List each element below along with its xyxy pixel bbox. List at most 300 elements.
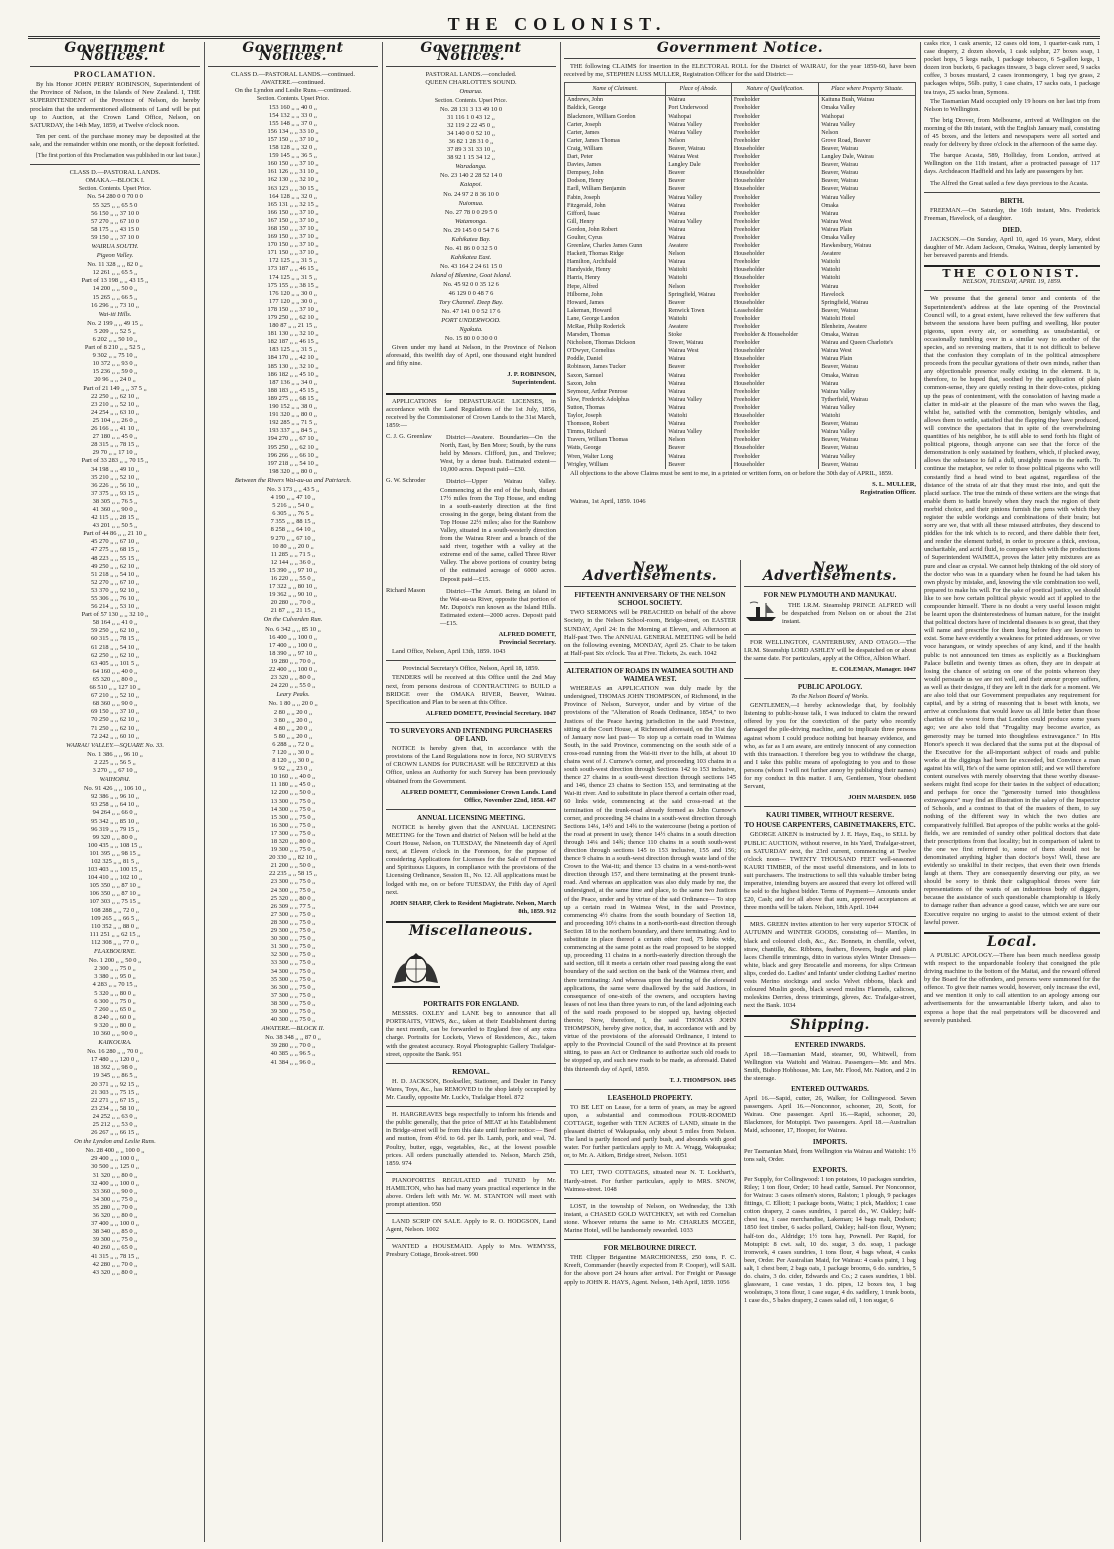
place-label: Between the Rivers Wai-au-ua and Patriarch.: [234, 476, 352, 484]
died-header: DIED.: [1002, 225, 1022, 234]
table-cell: Poddle, Daniel: [565, 355, 666, 363]
land-row: 10 372 ,, ,, 93 0 ,,: [92, 360, 138, 368]
survey-text: NOTICE is hereby given that, in accordance with the provisions of the Land Regulations now in force, NO SURVEYS of CROWN LANDS for PURCHASE will be RECEIVED at this Office, unless an Authority for such Survey has been previously obtained from the Government.: [386, 745, 556, 785]
land-row: 110 352 ,, ,, 88 0 ,,: [91, 922, 139, 930]
table-row: [565, 194, 916, 202]
land-row: 169 150 ,, ,, 37 10 ,,: [267, 233, 319, 241]
steamship-icon: [744, 601, 778, 623]
table-cell: Wairau Valley: [666, 396, 732, 404]
land-row: Part of 44 86 ,, ,, 21 10 ,,: [83, 530, 147, 538]
table-cell: Wairau West: [819, 218, 916, 226]
land-row: 27 300 ,, ,, 75 0 ,,: [270, 910, 316, 918]
land-row: 40 260 ,, ,, 65 0 ,,: [92, 1244, 138, 1252]
table-row: [565, 444, 916, 452]
table-cell: Awatere: [666, 323, 732, 331]
table-cell: Dart, Peter: [565, 153, 666, 161]
place-label: PORT UNDERWOOD.: [441, 316, 501, 324]
table-cell: Householder: [731, 380, 818, 388]
land-row: 24 252 ,, ,, 63 0 ,,: [92, 1112, 138, 1120]
land-row: 181 130 ,, ,, 32 10 ,,: [267, 330, 319, 338]
land-list: [208, 104, 378, 476]
land-row: 36 226 ,, ,, 56 10 ,,: [91, 481, 139, 489]
land-row: 15 390 ,, ,, 97 10 ,,: [269, 566, 317, 574]
land-row: 7 355 ,, ,, 88 15 ,,: [270, 518, 316, 526]
table-cell: Nelson: [666, 436, 732, 444]
land-row: 12 261 ,, ,, 65 5 ,,: [92, 269, 138, 277]
jackson-ad: H. D. JACKSON, Bookseller, Stationer, and Dealer in Fancy Wares, Toys, &c., has REMOVED to the shop lately occupied by Mr. Caudly, opposite Mr. Luck's, Trafalgar Hotel. 872: [386, 1077, 556, 1102]
land-row: 195 250 ,, ,, 62 10 ,,: [267, 443, 319, 451]
land-row: 16 400 ,, ,, 100 0 ,,: [269, 633, 317, 641]
land-row: 40 300 ,, ,, 75 0 ,,: [270, 1016, 316, 1024]
table-cell: Howard, James: [565, 299, 666, 307]
licensing-text: NOTICE is hereby given that the ANNUAL LICENSING MEETING for the Town and district of Nelson will be held at the Court House, Nelson, on TUESDAY, the Nineteenth day of April next, at Eleven o'clock in the Forenoon, for the purpose of considering Applications for Licenses for the Sale of Fermented and Spirituous Liquors, in compliance with the provisions of the Licensing Ordinance, Session II., No. 12. All applications must be lodged with me, on or before TUESDAY, the Fifth day of April next.: [386, 823, 556, 896]
land-row: 23 320 ,, ,, 80 0 ,,: [270, 674, 316, 682]
land-row: 31 300 ,, ,, 75 0 ,,: [270, 943, 316, 951]
land-list: [30, 1048, 200, 1137]
place-label: Nuiomua.: [458, 199, 484, 207]
column-6: [924, 40, 1100, 1540]
place-label: WAIHOPAI.: [99, 776, 131, 784]
table-cell: Freeholder & Householder: [731, 331, 818, 339]
land-row: 23 234 ,, ,, 58 10 ,,: [91, 1104, 139, 1112]
table-cell: Householder: [731, 185, 818, 193]
land-row: No. 1 80 ,, ,, 20 0 ,,: [268, 700, 318, 708]
editorial-text: We presume that the general tenor and contents of the Superintendent's address at the late opening of the Provincial Council will, to a great extent, have relieved the few sufferers that between the sessions have been puffing and swelling, like pouter pigeons, upon every air, or something as unsubstantial, or occasionally tumbling over in a similar way to another of the species, and so reversing matters, that it is not difficult to believe that the confusion they complain of in the political atmosphere proceeds from the peculiar gyrations of their own minds, rather than any objectionable presence really existing in the element. It is, therefore, to be hoped that, soothed by the application of plain common-sense, they are quietly resting in their dove-cotes, picking up the peas of contentment, with the consolation of having made a clatter in mid-air at the pleasure of the man who waves the flag, whilst he, satisfied with the commotion, benignly whistles, and allows them to settle, satisfied that the flapping they have produced, will convince the spectators that in spite of the overwhelming quantities of his neighbor, he is still able to send forth his flight of political pigeons, though anyone can see that the force of the demonstration is only sustained by feathers, which, if plucked away, allows the substance to fall a dull, unsightly mass to the earth. To continue the metaphor, we refer to those political pigeons who will constantly find a head wind to beat against, regardless of the distance of the strata of air that they must rise into, and quit the placid surface. The true the minds of these writers are the wings that enable them to battle bravely when they reach the region of their morbid choice, and their pinions furnish the pens with which they register the subtle workings and combinations of their brain; but sorry are we, that with all these misused attributes, they descend to piddles for the ink which is to record, and there dabble their feet, and render the element turbid, in order to procure a thick, envious, uncharitable, and acrid fluid, to compare which with the productions of Superintendent WAIMEA, proves the latter jetty mixtures are as pure and clear as crystal. We cannot help thinking of the old story of the doctor who was in a quandary when he found he had taken his own physic by mistake, and, knowing the vile combination too well, prepared to make his will. For the sake of poetical justice, we should like to see how certain political physic would act if applied to the compounder himself. There is no doubt a very useful lesson might be learnt upon the disinterestedness of human nature, for the insight that political doctors have of incidental diseases is so great, that they will name and prescribe for them long before they are known to exist. Some have evidently a weakness for printed addresses, or vive voce harangues, or windy speeches of any kind, and if the health public is not announced ten times as explicitly as a Buckingham Palace bulletin and twenty times as often, they are in despair at losing the chance of seizing on one of the points whereon they would persuade us we are not well, and their amour propre suffers, as well as their designs, if they are left in the dark for a moment. We are also told that our Government prepudiates any requirement for capital, and by a string of reasoning that is beset with knots, we arrive at conclusions that would leave us all little better than those chartists of the worst form that London could produce some years ago; we are also told that "Frugality may become avarice, as generosity may be turned into thoughtless extravagance." In His Honor's speech it was declared that the sums put at the disposal of the Executive for the all-important subject of roads and public works at the diggings had been far exceeded, but Convince a man against his will, He's of the same opinion still; and we will therefore content ourselves with merely observing that these worthy disease-seekers might find scope for their tastes in the subject of education; and perhaps for once the "generosity turned into thoughtless extravagance" may find an illustration in the salary of the Inspector of Schools, and a contrast to that of the masters of them, to say nothing of the different way in which the two duties are comparatively fulfilled. But apropos of the public works at the gold-fields, we are reminded of sundry other political doctors that date their prescriptions from that locality; but in comparison of talent to the one we first referred to, some of them should not be denominated anything higher than doctor's boys! Well, these are evidently so unskilful in their recipes, that even their own friends laugh at them. They are consequently deserving our pity, as we should be sorry to think their caligraphical throes were fair representations of the wants of an industrious body of diggers, because the assistance of such questionable championship is likely to damage rather than advance a good cause, which we are sure our Executive require no urging to assist to the utmost extent of their lawful power.: [924, 295, 1100, 926]
table-cell: Householder: [731, 355, 818, 363]
land-list: [30, 320, 200, 741]
place-label: Kahikatea Bay.: [451, 235, 491, 243]
land-row: 159 145 ,, ,, 36 5 ,,: [269, 152, 317, 160]
proclamation-text: By his Honor JOHN PERRY ROBINSON, Superintendent of the Province of Nelson, in the Islands of New Zealand. I, THE SUPERINTENDENT of the Province of Nelson, do hereby proclaim that the undermentioned allotments of Land will be put up to Auction, at the Crown Land Office, Nelson, on SATURDAY, the 14th May, 1859, at Twelve o'clock noon.: [30, 81, 200, 129]
table-cell: Port Underwood: [666, 104, 732, 112]
land-row: 9 92 ,, ,, 23 0 ,,: [273, 765, 313, 773]
table-cell: Wairau: [666, 210, 732, 218]
land-row: 38 300 ,, ,, 75 0 ,,: [270, 999, 316, 1007]
sub-title-2: On the Lyndon and Leslie Runs.—continued.: [235, 87, 351, 95]
place-label: Ngakuta.: [459, 325, 483, 333]
land-row: 36 320 ,, ,, 80 0 ,,: [92, 1212, 138, 1220]
table-cell: McRae, Philip Roderick: [565, 323, 666, 331]
table-cell: Beaver: [666, 363, 732, 371]
hargreaves-ad: H. HARGREAVES begs respectfully to inform his friends and the public generally, that the price of MEAT at his Establishment in Bridge-street will be from this date until further notice:— Beef and mutton, from 4½d. to 6d. per lb. Lamb, pork, and veal, 7d. Poultry, butter, eggs, vegetables, &c., at the lowest possible prices. All orders punctually attended to. Nelson, March 25th, 1859. 974: [386, 1111, 556, 1167]
masthead: [0, 0, 1114, 40]
land-row: 8 120 ,, ,, 30 0 ,,: [272, 757, 314, 765]
table-cell: Blackmore, William Gordon: [565, 113, 666, 121]
land-row: 174 125 ,, ,, 31 5 ,,: [269, 273, 317, 281]
land-row: 6 202 ,, ,, 50 10 ,,: [92, 336, 138, 343]
land-row: 20 280 ,, ,, 70 0 ,,: [270, 599, 316, 607]
applicant-name: Richard Mason: [386, 586, 426, 594]
land-row: 11 180 ,, ,, 45 0 ,,: [270, 781, 316, 789]
table-cell: Waitohi: [819, 274, 916, 282]
landscrip-ad: LAND SCRIP ON SALE. Apply to R. O. HODGSON, Land Agent, Nelson. 1002: [386, 1218, 556, 1234]
table-cell: Beaver, Wairau: [666, 145, 732, 153]
land-row: 196 266 ,, ,, 66 10 ,,: [267, 451, 319, 459]
signature: ALFRED DOMETT, Commissioner Crown Lands. Land Office, November 22nd, 1858. 447: [401, 788, 556, 804]
column-5: [744, 560, 916, 1540]
table-cell: Thomson, Robert: [565, 420, 666, 428]
table-cell: Handyside, Henry: [565, 266, 666, 274]
table-cell: Wairau: [666, 202, 732, 210]
table-cell: Beaver: [666, 461, 732, 469]
table-row: [565, 226, 916, 234]
land-row: 8 240 ,, ,, 60 0 ,,: [94, 1013, 136, 1021]
land-row: 93 258 ,, ,, 64 10 ,,: [91, 801, 139, 809]
land-row: No. 38 348 ,, ,, 87 0 ,,: [265, 1034, 321, 1042]
table-cell: Hamilton, Archibald: [565, 258, 666, 266]
land-row: 24 220 ,, ,, 55 0 ,,: [270, 682, 316, 690]
signature: T. J. THOMPSON. 1045: [669, 1076, 736, 1084]
table-cell: Seymour, Arthur Penrose: [565, 388, 666, 396]
table-cell: Marsden, Thomas: [565, 331, 666, 339]
land-row: 10 80 ,, ,, 20 0 ,,: [272, 542, 314, 550]
land-row: 95 342 ,, ,, 85 10 ,,: [91, 817, 139, 825]
table-row: [565, 161, 916, 169]
land-row: Part of 8 210 ,, ,, 52 5 ,,: [84, 344, 146, 352]
inwards-text: April 18.—Tasmanian Maid, steamer, 90, Whitwell, from Wellington via Waitohi and Wairau. Passengers—Mr. and Mrs. Smith, Bishop Hobhouse, Mr. Lee, Mr. Flood, Mr. Nation, and 2 in the steerage.: [744, 1050, 916, 1082]
table-cell: Householder: [731, 266, 818, 274]
news-item: The Tasmanian Maid occupied only 19 hours on her last trip from Nelson to Wellington.: [924, 97, 1100, 113]
table-cell: Wairau Plain: [819, 226, 916, 234]
land-row: 183 125 ,, ,, 31 5 ,,: [269, 346, 317, 354]
land-row: 23 210 ,, ,, 52 10 ,,: [91, 400, 139, 408]
land-row: 102 325 ,, ,, 81 5 ,,: [91, 858, 139, 865]
table-cell: Waihopai: [666, 113, 732, 121]
land-row: No. 27 78 0 0 29 5 0: [444, 208, 498, 216]
signature: ALFRED DOMETT, Provincial Secretary. 1047: [425, 709, 556, 717]
land-row: 37 89 3 31 33 10 ,,: [447, 146, 495, 154]
land-row: 8 258 ,, ,, 64 10 ,,: [270, 526, 316, 534]
land-row: 92 386 ,, ,, 96 10 ,,: [91, 793, 139, 801]
land-row: 34 300 ,, ,, 75 0 ,,: [92, 1195, 138, 1203]
table-cell: Carter, James: [565, 129, 666, 137]
table-cell: Wairau: [666, 388, 732, 396]
table-cell: Wairau Valley: [666, 129, 732, 137]
land-row: 22 235 ,, ,, 58 15 ,,: [269, 870, 317, 878]
land-row: 7 260 ,, ,, 65 0 ,,: [94, 1005, 136, 1013]
signature: JOHN MARSDEN. 1050: [848, 794, 916, 802]
land-row: 25 320 ,, ,, 80 0 ,,: [270, 894, 316, 902]
table-cell: Wairau: [666, 380, 732, 388]
column-rule: [920, 42, 921, 1542]
land-list: [208, 626, 378, 691]
roll-footer: All objections to the above Claims must be sent to me, in a printed or written form, on or before the 30th day of APRIL, 1859.: [570, 469, 893, 477]
table-cell: Wairau Valley: [819, 428, 916, 436]
table-cell: Freeholder: [731, 323, 818, 331]
signature: E. COLEMAN, Manager. 1047: [831, 665, 916, 673]
land-row: 17 322 ,, ,, 80 10 ,,: [269, 583, 317, 591]
signature-title: Superintendent.: [512, 379, 556, 387]
editorial-masthead: THE COLONIST.: [942, 267, 1082, 281]
table-cell: Householder: [731, 412, 818, 420]
table-cell: Wairau: [666, 453, 732, 461]
table-row: [565, 210, 916, 218]
table-cell: Beaver, Wairau: [819, 169, 916, 177]
land-row: 5 320 ,, ,, 80 0 ,,: [94, 989, 136, 997]
table-cell: Omaka, Wairau: [819, 372, 916, 380]
table-cell: Freeholder: [731, 194, 818, 202]
outwards-text: April 16.—Sapid, cutter, 26, Walker, for Collingwood. Seven passengers. April 16.—Nonconnor, schooner, 20, Scott, for Wairau. One passenger. April 16.—Rapid, schooner, 20, Blackmore, for Motupipi. Two passengers. April 18.—Australian Maid, schooner, 17, Hooper, for Wairau.: [744, 1095, 916, 1135]
applicant-name: C. J. G. Greenlaw: [386, 432, 432, 440]
applicant-text: District—Upper Wairau Valley. Commencing at the end of the bush, distant 17½ miles from the Top House, and ending in a south-easterly direction at the first crossing in the gorge, being distant from the Top House 22½ miles; also for the Rainbow Valley, situated in a south-westerly direction from the Wairau River and a branch of the said river, together with a valley at the extreme end of the same, called Three River Valley. The above portions of country being of the estimated acreage of 6000 acres. Deposit paid—£15.: [440, 478, 556, 583]
land-row: 192 285 ,, ,, 71 5 ,,: [269, 419, 317, 427]
table-cell: Fitzgerald, John: [565, 202, 666, 210]
land-row: 111 251 ,, ,, 62 15 ,,: [89, 930, 141, 938]
table-row: [565, 363, 916, 371]
land-row: 176 120 ,, ,, 30 0 ,,: [269, 289, 317, 297]
table-cell: Freeholder: [731, 339, 818, 347]
land-row: 6 305 ,, ,, 76 5 ,,: [272, 510, 314, 518]
piano-ad: PIANOFORTES REGULATED and TUNED by Mr. HAMILTON, who has had many years practical experience in the above. Orders left with Mr. W. M. STANTON will meet with prompt attention. 950: [386, 1176, 556, 1209]
class-title: CLASS D.—PASTORAL LANDS.: [69, 169, 161, 177]
land-row: Part of 13 198 ,, ,, 43 15 ,,: [81, 277, 149, 285]
land-list: [30, 785, 200, 947]
steamship-ad: THE I.R.M. Steamship PRINCE ALFRED will be despatched from Nelson on or about the 21st instant.: [782, 602, 916, 626]
land-row: 66 510 ,, ,, 127 10 ,,: [89, 684, 141, 692]
table-cell: Freeholder: [731, 96, 818, 105]
land-row: 21 303 ,, ,, 75 15 ,,: [91, 1088, 139, 1096]
table-cell: Awatere: [819, 250, 916, 258]
land-row: 36 300 ,, ,, 75 0 ,,: [270, 983, 316, 991]
land-row: 17 400 ,, ,, 100 0 ,,: [269, 641, 317, 649]
land-row: 15 236 ,, ,, 59 0 ,,: [92, 368, 138, 376]
table-row: [565, 121, 916, 129]
table-cell: Freeholder: [731, 153, 818, 161]
table-cell: Omaka Valley: [819, 104, 916, 112]
exports-header: EXPORTS.: [812, 1165, 848, 1174]
land-row: 56 150 ,, ,, 37 10 0: [91, 209, 139, 217]
survey-header: TO SURVEYORS AND INTENDING PURCHASERS OF LAND.: [389, 726, 553, 744]
place-label: Island of Blumine, Goat Island.: [430, 272, 512, 280]
table-cell: Langley Dale: [666, 161, 732, 169]
land-row: 43 201 ,, ,, 50 5 ,,: [92, 522, 138, 530]
land-row: 68 360 ,, ,, 90 0 ,,: [92, 700, 138, 708]
land-list: [208, 1034, 378, 1066]
table-cell: Wairau Valley: [666, 121, 732, 129]
table-cell: Wairau: [819, 283, 916, 291]
table-cell: Beaver, Wairau: [819, 444, 916, 452]
table-cell: Wairau: [819, 210, 916, 218]
table-row: [565, 315, 916, 323]
land-row: 25 212 ,, ,, 53 0 ,,: [92, 1121, 138, 1128]
table-cell: Craig, William: [565, 145, 666, 153]
table-row: [565, 145, 916, 153]
given-under-hand: Given under my hand at Nelson, in the Province of Nelson aforesaid, this twelfth day of April, one thousand eight hundred and fifty nine.: [386, 344, 556, 368]
land-row: 178 150 ,, ,, 37 10 ,,: [267, 305, 319, 313]
table-cell: Wairau Valley: [666, 194, 732, 202]
land-row: 12 200 ,, ,, 50 0 ,,: [270, 789, 316, 797]
table-cell: Householder: [731, 274, 818, 282]
table-row: [565, 380, 916, 388]
apology-header: PUBLIC APOLOGY.: [797, 682, 863, 691]
land-row: 71 250 ,, ,, 62 10 ,,: [91, 724, 139, 732]
newspaper-title: THE COLONIST.: [447, 14, 667, 34]
inwards-header: ENTERED INWARDS.: [794, 1040, 866, 1049]
land-row: No. 1 386 ,, ,, 96 10 ,,: [87, 750, 143, 758]
electoral-roll-notice: [564, 40, 916, 505]
land-row: 34 198 ,, ,, 49 10 ,,: [91, 465, 139, 473]
land-row: 32 400 ,, ,, 100 0 ,,: [91, 1179, 139, 1187]
land-row: 24 254 ,, ,, 63 10 ,,: [91, 408, 139, 416]
lease-ad: TO BE LET on Lease, for a term of years, as may be agreed upon, a substantial and commodious FOUR-ROOMED COTTAGE, together with TEN ACRES of LAND, situate in the pleasant district of Wakapuaka, only about 5 miles from Nelson. The land is partly fenced and partly bush, and abounds with good water. For further particulars apply to Mr. A. Wragg, Wakapuaka; or, to Mr. A. Aitken, Bridge street, Nelson. 1051: [564, 1103, 736, 1160]
table-row: [565, 347, 916, 355]
table-cell: Freeholder: [731, 210, 818, 218]
table-cell: Hepe, Alfred: [565, 283, 666, 291]
table-cell: Hawkesbury, Wairau: [819, 242, 916, 250]
column-4: [564, 560, 736, 1540]
land-row: 180 87 ,, ,, 21 15 ,,: [269, 322, 317, 330]
table-cell: Freeholder: [731, 372, 818, 380]
table-cell: Slow, Frederick Adolphus: [565, 396, 666, 404]
table-cell: Wairau Valley: [666, 218, 732, 226]
table-cell: Renwick Town: [666, 307, 732, 315]
column-header: Place of Abode.: [666, 83, 732, 96]
table-cell: Lane, George Landon: [565, 315, 666, 323]
land-row: 14 300 ,, ,, 75 0 ,,: [270, 805, 316, 813]
land-row: 26 166 ,, ,, 41 10 ,,: [91, 425, 139, 433]
land-row: 36 82 1 28 31 0 ,,: [448, 137, 494, 145]
land-list: [30, 1147, 200, 1277]
table-row: [565, 428, 916, 436]
table-cell: Beaver: [666, 169, 732, 177]
table-cell: Harris, Henry: [565, 274, 666, 282]
land-row: 31 116 1 0 43 12 ,,: [447, 113, 495, 121]
roads-header: ALTERATION OF ROADS IN WAIMEA SOUTH AND WAIMEA WEST.: [566, 666, 734, 684]
table-cell: Nelson: [666, 137, 732, 145]
column-rule: [382, 42, 383, 1542]
land-row: 170 150 ,, ,, 37 10 ,,: [267, 241, 319, 249]
block-title: OMAKA.—BLOCK I.: [85, 177, 145, 185]
land-row: No. 11 328 ,, ,, 82 0 ,,: [87, 261, 143, 269]
land-list: [208, 486, 378, 616]
table-cell: Gordon, John Robert: [565, 226, 666, 234]
place-label: On the Culverden Run.: [263, 616, 323, 624]
section-heading: Miscellaneous.: [408, 922, 534, 939]
table-row: [565, 339, 916, 347]
place-label: FLAXBOURNE.: [93, 948, 137, 956]
table-row: [565, 461, 916, 469]
land-row: 17 300 ,, ,, 75 0 ,,: [270, 829, 316, 837]
land-row: 57 270 ,, ,, 67 10 0: [91, 217, 139, 225]
land-row: 19 280 ,, ,, 70 0 ,,: [270, 657, 316, 665]
column-rule: [560, 42, 561, 1542]
land-row: No. 16 280 ,, ,, 70 0 ,,: [87, 1048, 143, 1056]
column-headers: Section. Contents. Upset Price.: [78, 186, 152, 193]
table-cell: Waihopai: [819, 113, 916, 121]
table-row: [565, 274, 916, 282]
land-row: 162 130 ,, ,, 32 10 ,,: [267, 176, 319, 184]
table-cell: O'Dwyer, Cornelius: [565, 347, 666, 355]
column-3: [386, 40, 556, 1540]
land-row: 173 187 ,, ,, 46 15 ,,: [267, 265, 319, 273]
land-row: 33 360 ,, ,, 90 0 ,,: [92, 1187, 138, 1195]
signature-title: Registration Officer.: [860, 488, 916, 496]
land-row: 72 242 ,, ,, 60 10 ,,: [91, 732, 139, 740]
birth-header: BIRTH.: [999, 196, 1025, 205]
proclamation-note: [The first portion of this Proclamation was published in our last issue.]: [36, 153, 200, 160]
place-label: Tory Channel. Deep Bay.: [438, 298, 504, 306]
land-row: 100 435 ,, ,, 108 15 ,,: [87, 841, 143, 849]
land-row: 21 87 ,, ,, 21 15 ,,: [270, 607, 316, 615]
table-cell: Freeholder: [731, 315, 818, 323]
land-row: No. 28 131 3 13 49 10 0: [439, 105, 503, 113]
depasturage-title: APPLICATIONS for DEPASTURAGE LICENSES, in accordance with the Land Regulations of the 1st July, 1856, received by the Commissioner of Crown Lands to the 31st March, 1859:—: [386, 397, 556, 429]
land-row: 41 384 ,, ,, 96 0 ,,: [270, 1058, 316, 1066]
table-cell: Wren, Walter Long: [565, 453, 666, 461]
land-row: 70 250 ,, ,, 62 10 ,,: [91, 716, 139, 724]
land-row: No. 3 173 ,, ,, 43 5 ,,: [266, 485, 320, 493]
table-cell: Freeholder: [731, 363, 818, 371]
steamship-header: FOR NEW PLYMOUTH AND MANUKAU.: [763, 591, 897, 600]
section-heading: New Advertisements.: [582, 560, 718, 585]
land-row: 69 150 ,, ,, 37 10 ,,: [91, 708, 139, 716]
death-notice: JACKSON.—On Sunday, April 10, aged 16 years, Mary, eldest daughter of Mr. Adam Jackson, Omaka, Wairau, deeply lamented by her bereaved parents and friends.: [924, 235, 1100, 260]
land-row: 18 390 ,, ,, 97 10 ,,: [269, 649, 317, 657]
land-row: 155 148 ,, ,, 37 0 ,,: [269, 119, 317, 127]
table-row: [565, 372, 916, 380]
land-row: 15 265 ,, ,, 66 5 ,,: [92, 293, 138, 301]
land-row: 185 130 ,, ,, 32 10 ,,: [267, 362, 319, 370]
land-row: 20 96 ,, ,, 24 0 ,,: [94, 376, 136, 384]
imports-text: Per Tasmanian Maid, from Wellington via Wairau and Waitohi: 1½ tons salt, Order.: [744, 1147, 916, 1163]
table-cell: Wairau Valley: [819, 404, 916, 412]
table-cell: Goulter, Cyrus: [565, 234, 666, 242]
school-header: FIFTEENTH ANNIVERSARY OF THE NELSON SCHOOL SOCIETY.: [574, 591, 726, 608]
lost-ad: LOST, in the township of Nelson, on Wednesday, the 13th instant, a CHASED GOLD WATCHKEY, set with red Cornelian stone. Whoever returns the same to Mr. CHARLES MCGEE, Marine Hotel, will be handsomely rewarded. 1033: [564, 1202, 736, 1235]
table-cell: Wairau: [666, 226, 732, 234]
table-cell: Tower, Wairau: [666, 339, 732, 347]
table-cell: Wairau: [819, 380, 916, 388]
land-row: 45 270 ,, ,, 67 10 ,,: [91, 538, 139, 546]
land-row: 35 280 ,, ,, 70 0 ,,: [92, 1203, 138, 1211]
land-row: 190 152 ,, ,, 38 0 ,,: [269, 403, 317, 411]
table-cell: Householder: [731, 177, 818, 185]
land-row: 5 80 ,, ,, 20 0 ,,: [273, 732, 313, 740]
table-cell: Greenlaw, Charles James Gunn: [565, 242, 666, 250]
land-row: 13 300 ,, ,, 75 0 ,,: [270, 797, 316, 805]
editorial-dateline: NELSON, TUESDAY, APRIL 19, 1859.: [962, 278, 1062, 286]
land-row: No. 47 141 0 0 52 17 6: [441, 307, 501, 315]
land-row: Part of 33 283 ,, ,, 70 15 ,,: [81, 457, 149, 465]
land-list: [30, 193, 200, 242]
table-cell: Langley Dale, Wairau: [819, 153, 916, 161]
column-headers: Section. Contents. Upset Price.: [256, 96, 330, 103]
table-cell: Gifford, Isaac: [565, 210, 666, 218]
news-item: The barque Acasta, 589, Holliday, from London, arrived at Wellington on the 11th instant, after a protracted passage of 117 days. Archdeacon Hadfield and his lady are passengers by her.: [924, 152, 1100, 176]
land-row: 30 300 ,, ,, 75 0 ,,: [270, 935, 316, 943]
table-cell: Wairau: [666, 420, 732, 428]
table-cell: Lakeman, Howard: [565, 307, 666, 315]
table-cell: Freeholder: [731, 428, 818, 436]
table-cell: Householder: [731, 250, 818, 258]
land-row: 25 104 ,, ,, 26 0 ,,: [92, 416, 138, 424]
exports-text: Per Supply, for Collingwood: 1 ton potatoes, 10 packages sundries, Riley; 1 ton flour, Order; 10 head cattle, Samuel. Per Nonconnor, for Wairau: 3 cases oilmen's stores, Ralston; 1 plough, 9 packages fittings, C. Elliott; 1 package boots, Watts; 1 pick, Maddox; 1 case cotton drapery, 2 cases sundries, 1 parcel do., W. Oakley; half-chest tea, 1 case merchandise, Lakeman; 14 bags malt, Dodson; 1850 feet timber, 6 sacks pollard, Oakley; half-ton flour, Wynen; half-ton do., Aldridge; 1½ tons hay, Pownell. Per Rapid, for Motupipi: 8 cwt. salt, 10 do. sugar, 3 do. soap, 1 package ironwork, 4 cases sundries, 1 tons flour, 4 bags wheat, 4 casks beer, Order. Per Australian Maid, for Wairau: 4 casks paint, 1 bag salt, 1 chest beer, 2 bags oats, 1 package brooms, 6 do. sundries, 5 do. chairs, 3 do. cider, Edwards and Co.; 2 cases sundries, 1 bbl. glassware, 1 case vestas, 1 do. pipes, 12 boxes tea, 1 bag woolstraps, 3 tons flour, 1 case sugar, 4 do. saddlery, 1 trunk boots, 1 case do., 5 bales drapery, 2 cases salad oil, 1 ton sugar, 6: [744, 1175, 916, 1305]
land-row: 166 150 ,, ,, 37 10 ,,: [267, 208, 319, 216]
land-row: 188 183 ,, ,, 45 15 ,,: [267, 386, 319, 394]
signature: ALFRED DOMETT,: [498, 631, 556, 639]
table-cell: Wairau Valley: [819, 388, 916, 396]
table-row: [565, 137, 916, 145]
table-cell: Waitohi: [819, 412, 916, 420]
table-cell: Wrigley, William: [565, 461, 666, 469]
table-cell: Timms, Richard: [565, 428, 666, 436]
place-label: Wai-iti Hills.: [98, 310, 132, 318]
table-cell: Nicholson, Thomas Dickson: [565, 339, 666, 347]
table-cell: Waitohi: [819, 266, 916, 274]
land-row: 33 300 ,, ,, 75 0 ,,: [270, 959, 316, 967]
dateline: Land Office, Nelson, April 13th, 1859. 1043: [392, 648, 506, 656]
table-cell: Omaka: [819, 202, 916, 210]
